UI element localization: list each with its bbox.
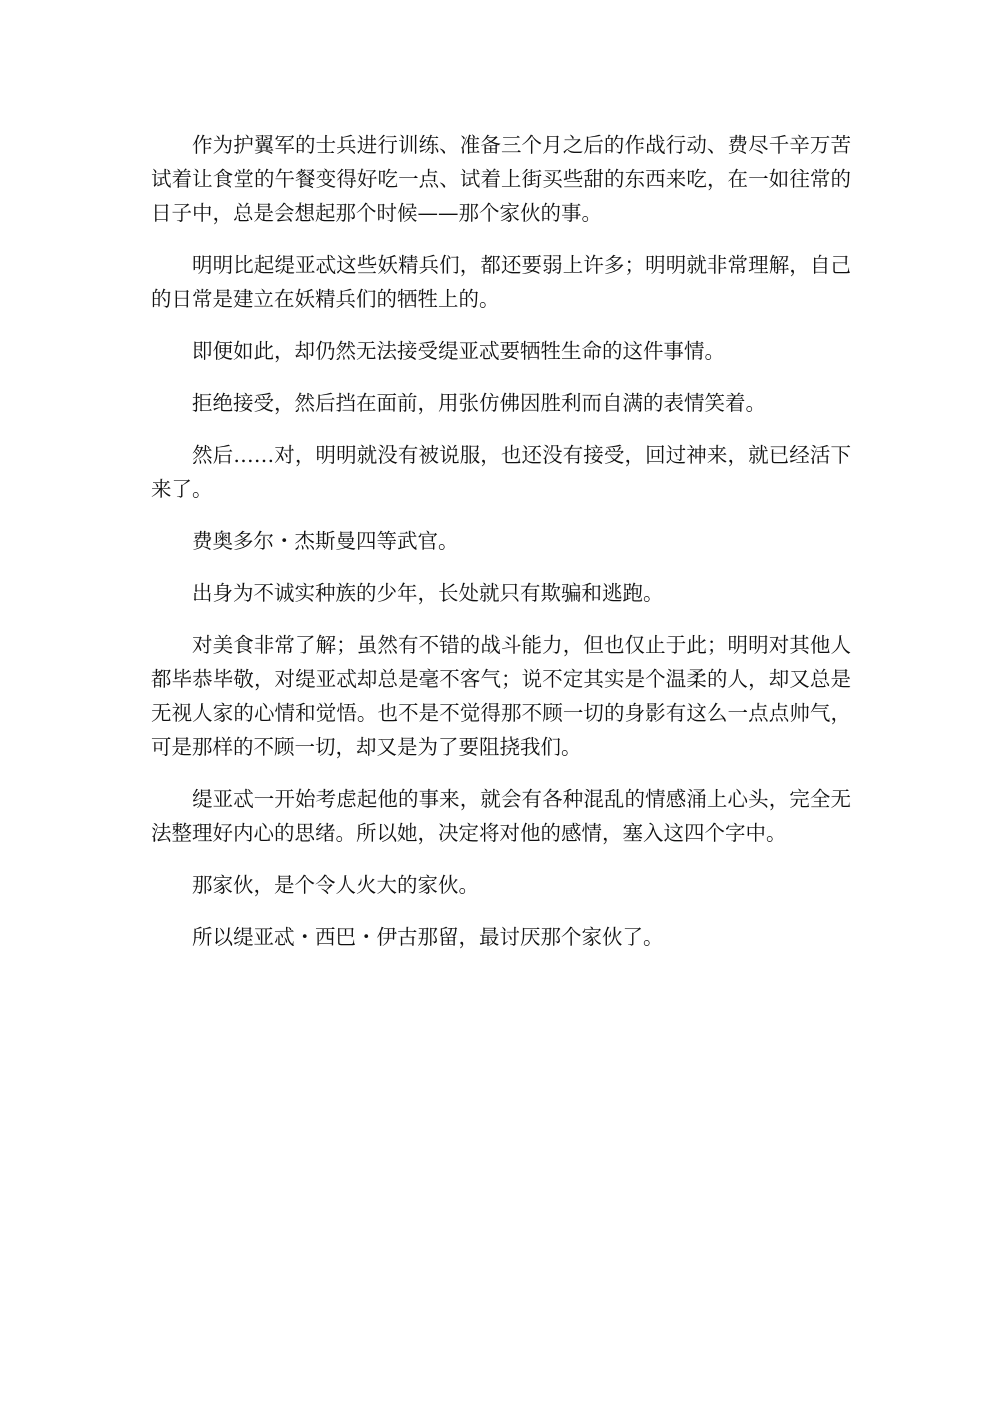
paragraph: 出身为不诚实种族的少年，长处就只有欺骗和逃跑。 [192, 581, 664, 605]
paragraph: 那家伙，是个令人火大的家伙。 [192, 873, 479, 897]
paragraph: 作为护翼军的士兵进行训练、准备三个月之后的作战行动、费尽千辛万苦试着让食堂的午餐变得好吃一点、试着上街买些甜的东西来吃，在一如往常的日子中，总是会想起那个时候——那个家伙的事。 [151, 133, 851, 225]
paragraph: 即便如此，却仍然无法接受缇亚忒要牺牲生命的这件事情。 [192, 339, 725, 363]
paragraph: 费奥多尔・杰斯曼四等武官。 [192, 529, 459, 553]
paragraph: 所以缇亚忒・西巴・伊古那留，最讨厌那个家伙了。 [192, 925, 664, 949]
paragraph: 然后……对，明明就没有被说服，也还没有接受，回过神来，就已经活下来了。 [151, 443, 851, 501]
body-text [151, 128, 851, 972]
paragraph: 缇亚忒一开始考虑起他的事来，就会有各种混乱的情感涌上心头，完全无法整理好内心的思绪。所以她，决定将对他的感情，塞入这四个字中。 [151, 787, 851, 845]
paragraph: 明明比起缇亚忒这些妖精兵们，都还要弱上许多；明明就非常理解，自己的日常是建立在妖精兵们的牺牲上的。 [151, 253, 851, 311]
paragraph: 对美食非常了解；虽然有不错的战斗能力，但也仅止于此；明明对其他人都毕恭毕敬，对缇亚忒却总是毫不客气；说不定其实是个温柔的人，却又总是无视人家的心情和觉悟。也不是不觉得那不顾一切的身影有这么一点点帅气，可是那样的不顾一切，却又是为了要阻挠我们。 [151, 633, 851, 759]
paragraph: 拒绝接受，然后挡在面前，用张仿佛因胜利而自满的表情笑着。 [192, 391, 766, 415]
